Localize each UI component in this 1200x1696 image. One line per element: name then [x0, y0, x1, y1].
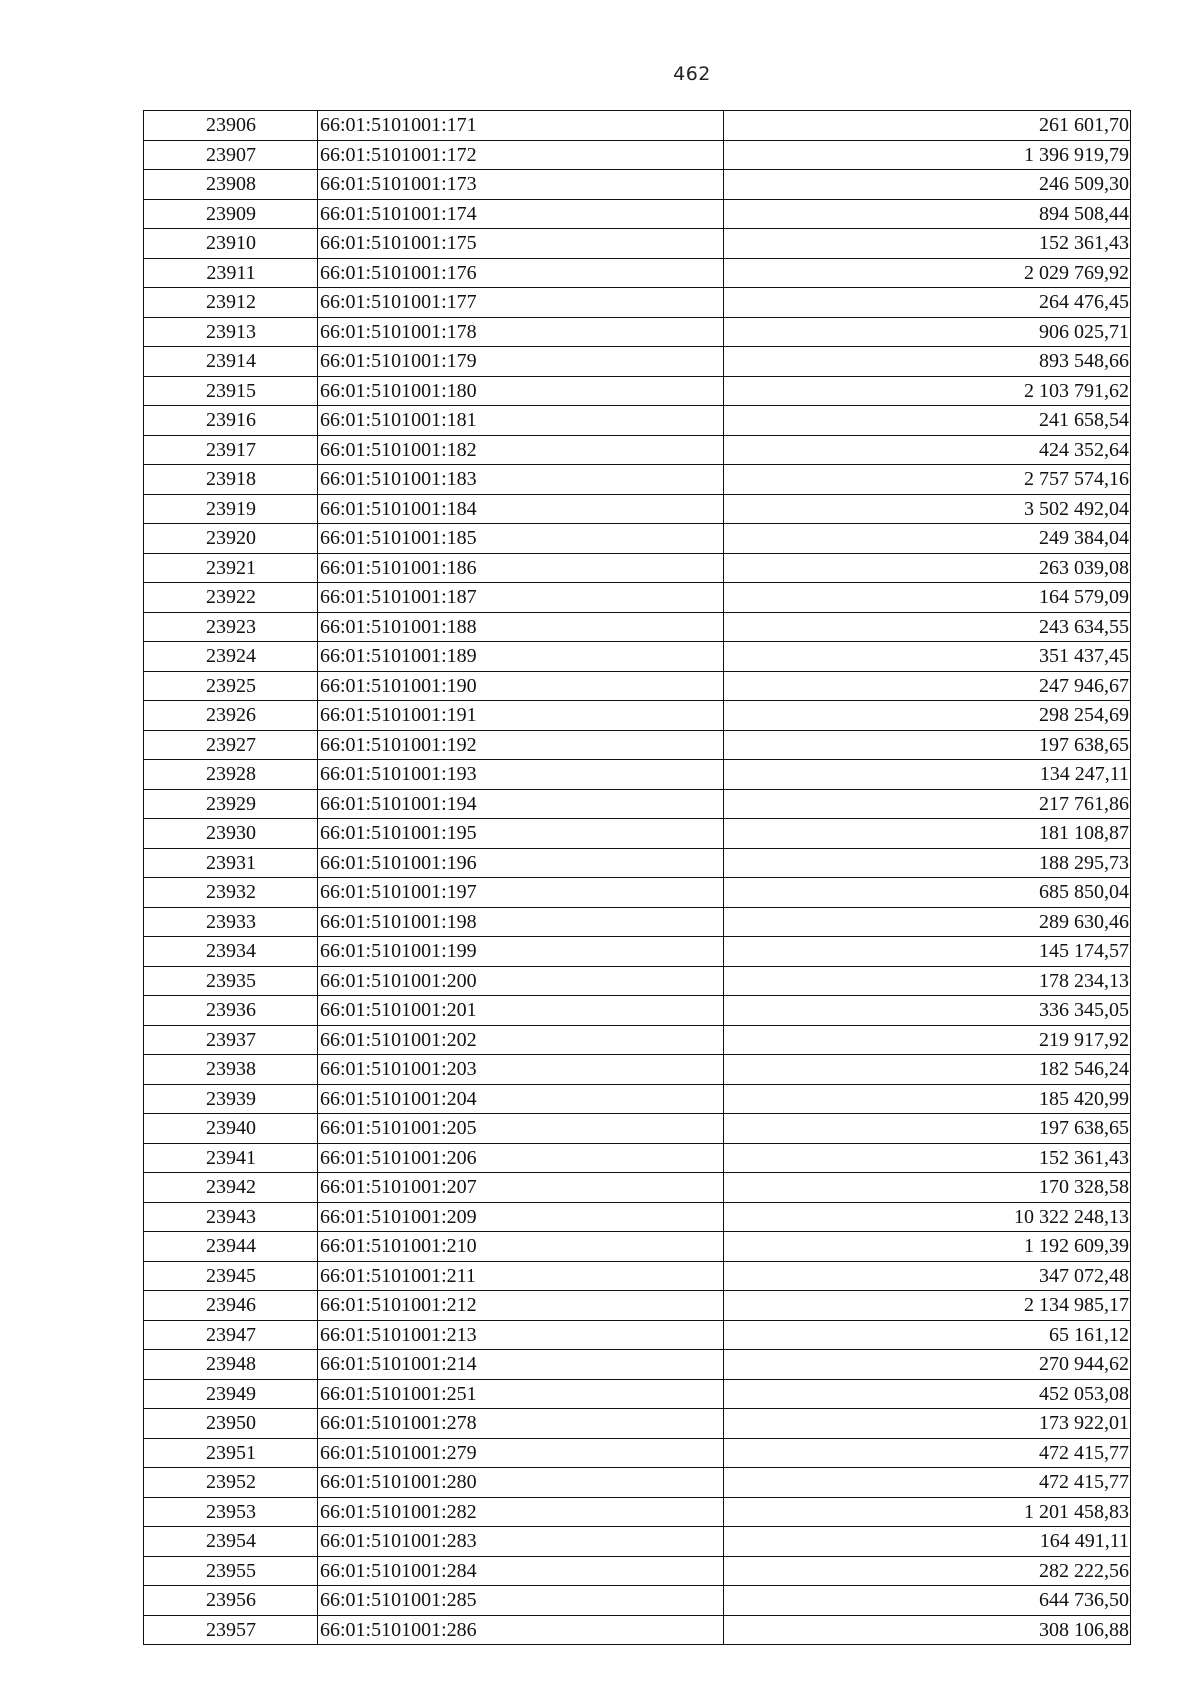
table-row [144, 347, 1131, 377]
table-row [144, 642, 1131, 672]
cadastral-value-cell: 264 476,45 [724, 288, 1131, 318]
cadastral-value-cell: 1 192 609,39 [724, 1232, 1131, 1262]
cadastral-value-cell: 2 134 985,17 [724, 1291, 1131, 1321]
cadastral-value-cell: 308 106,88 [724, 1615, 1131, 1645]
row-number-cell: 23923 [144, 612, 318, 642]
cadastral-number-cell: 66:01:5101001:211 [318, 1261, 724, 1291]
cadastral-value-cell: 173 922,01 [724, 1409, 1131, 1439]
table-row [144, 583, 1131, 613]
table-row [144, 789, 1131, 819]
row-number-cell: 23948 [144, 1350, 318, 1380]
table-row [144, 1468, 1131, 1498]
cadastral-value-cell: 188 295,73 [724, 848, 1131, 878]
cadastral-value-cell: 185 420,99 [724, 1084, 1131, 1114]
cadastral-value-cell: 217 761,86 [724, 789, 1131, 819]
cadastral-number-cell: 66:01:5101001:189 [318, 642, 724, 672]
cadastral-number-cell: 66:01:5101001:178 [318, 317, 724, 347]
cadastral-number-cell: 66:01:5101001:181 [318, 406, 724, 436]
row-number-cell: 23930 [144, 819, 318, 849]
cadastral-value-cell: 298 254,69 [724, 701, 1131, 731]
cadastral-number-cell: 66:01:5101001:176 [318, 258, 724, 288]
row-number-cell: 23915 [144, 376, 318, 406]
row-number-cell: 23949 [144, 1379, 318, 1409]
table-row [144, 553, 1131, 583]
cadastral-value-cell: 2 103 791,62 [724, 376, 1131, 406]
table-row [144, 258, 1131, 288]
table-row [144, 671, 1131, 701]
cadastral-value-cell: 247 946,67 [724, 671, 1131, 701]
cadastral-value-cell: 152 361,43 [724, 229, 1131, 259]
row-number-cell: 23912 [144, 288, 318, 318]
cadastral-number-cell: 66:01:5101001:204 [318, 1084, 724, 1114]
cadastral-value-cell: 894 508,44 [724, 199, 1131, 229]
row-number-cell: 23955 [144, 1556, 318, 1586]
table-row [144, 465, 1131, 495]
cadastral-number-cell: 66:01:5101001:187 [318, 583, 724, 613]
table-row [144, 288, 1131, 318]
table-row [144, 937, 1131, 967]
cadastral-value-cell: 472 415,77 [724, 1438, 1131, 1468]
cadastral-number-cell: 66:01:5101001:286 [318, 1615, 724, 1645]
cadastral-value-cell: 685 850,04 [724, 878, 1131, 908]
cadastral-value-cell: 424 352,64 [724, 435, 1131, 465]
cadastral-number-cell: 66:01:5101001:207 [318, 1173, 724, 1203]
row-number-cell: 23917 [144, 435, 318, 465]
table-row [144, 229, 1131, 259]
row-number-cell: 23956 [144, 1586, 318, 1616]
row-number-cell: 23922 [144, 583, 318, 613]
row-number-cell: 23920 [144, 524, 318, 554]
row-number-cell: 23945 [144, 1261, 318, 1291]
row-number-cell: 23928 [144, 760, 318, 790]
cadastral-number-cell: 66:01:5101001:206 [318, 1143, 724, 1173]
cadastral-number-cell: 66:01:5101001:210 [318, 1232, 724, 1262]
cadastral-number-cell: 66:01:5101001:172 [318, 140, 724, 170]
table-row [144, 1114, 1131, 1144]
cadastral-number-cell: 66:01:5101001:201 [318, 996, 724, 1026]
row-number-cell: 23933 [144, 907, 318, 937]
table-row [144, 701, 1131, 731]
cadastral-number-cell: 66:01:5101001:285 [318, 1586, 724, 1616]
cadastral-number-cell: 66:01:5101001:198 [318, 907, 724, 937]
cadastral-number-cell: 66:01:5101001:284 [318, 1556, 724, 1586]
row-number-cell: 23942 [144, 1173, 318, 1203]
table-row [144, 1291, 1131, 1321]
row-number-cell: 23907 [144, 140, 318, 170]
cadastral-value-cell: 282 222,56 [724, 1556, 1131, 1586]
table-row [144, 1143, 1131, 1173]
cadastral-value-table [143, 110, 1131, 1645]
row-number-cell: 23951 [144, 1438, 318, 1468]
row-number-cell: 23916 [144, 406, 318, 436]
cadastral-number-cell: 66:01:5101001:199 [318, 937, 724, 967]
row-number-cell: 23929 [144, 789, 318, 819]
cadastral-value-cell: 219 917,92 [724, 1025, 1131, 1055]
row-number-cell: 23926 [144, 701, 318, 731]
cadastral-number-cell: 66:01:5101001:182 [318, 435, 724, 465]
cadastral-number-cell: 66:01:5101001:280 [318, 1468, 724, 1498]
cadastral-number-cell: 66:01:5101001:278 [318, 1409, 724, 1439]
row-number-cell: 23941 [144, 1143, 318, 1173]
cadastral-value-cell: 906 025,71 [724, 317, 1131, 347]
cadastral-value-cell: 1 396 919,79 [724, 140, 1131, 170]
cadastral-number-cell: 66:01:5101001:190 [318, 671, 724, 701]
row-number-cell: 23908 [144, 170, 318, 200]
table-row [144, 819, 1131, 849]
row-number-cell: 23952 [144, 1468, 318, 1498]
cadastral-number-cell: 66:01:5101001:184 [318, 494, 724, 524]
row-number-cell: 23924 [144, 642, 318, 672]
cadastral-number-cell: 66:01:5101001:279 [318, 1438, 724, 1468]
table-row [144, 1084, 1131, 1114]
table-row [144, 1232, 1131, 1262]
cadastral-value-cell: 10 322 248,13 [724, 1202, 1131, 1232]
cadastral-number-cell: 66:01:5101001:200 [318, 966, 724, 996]
cadastral-value-cell: 164 491,11 [724, 1527, 1131, 1557]
cadastral-number-cell: 66:01:5101001:192 [318, 730, 724, 760]
table-row [144, 1350, 1131, 1380]
table-row [144, 1438, 1131, 1468]
table-row [144, 1202, 1131, 1232]
page-number: 462 [673, 63, 711, 85]
cadastral-number-cell: 66:01:5101001:212 [318, 1291, 724, 1321]
table-row [144, 878, 1131, 908]
cadastral-value-cell: 65 161,12 [724, 1320, 1131, 1350]
row-number-cell: 23953 [144, 1497, 318, 1527]
cadastral-value-cell: 2 757 574,16 [724, 465, 1131, 495]
cadastral-value-cell: 336 345,05 [724, 996, 1131, 1026]
cadastral-number-cell: 66:01:5101001:188 [318, 612, 724, 642]
cadastral-number-cell: 66:01:5101001:197 [318, 878, 724, 908]
row-number-cell: 23946 [144, 1291, 318, 1321]
cadastral-number-cell: 66:01:5101001:282 [318, 1497, 724, 1527]
cadastral-value-cell: 472 415,77 [724, 1468, 1131, 1498]
cadastral-value-cell: 347 072,48 [724, 1261, 1131, 1291]
cadastral-value-cell: 181 108,87 [724, 819, 1131, 849]
cadastral-value-cell: 246 509,30 [724, 170, 1131, 200]
table-row [144, 199, 1131, 229]
row-number-cell: 23919 [144, 494, 318, 524]
cadastral-number-cell: 66:01:5101001:179 [318, 347, 724, 377]
row-number-cell: 23925 [144, 671, 318, 701]
table-row [144, 140, 1131, 170]
table-row [144, 1379, 1131, 1409]
cadastral-number-cell: 66:01:5101001:209 [318, 1202, 724, 1232]
table-row [144, 317, 1131, 347]
row-number-cell: 23944 [144, 1232, 318, 1262]
cadastral-value-cell: 893 548,66 [724, 347, 1131, 377]
row-number-cell: 23940 [144, 1114, 318, 1144]
table-row [144, 1615, 1131, 1645]
table-row [144, 907, 1131, 937]
cadastral-value-cell: 241 658,54 [724, 406, 1131, 436]
cadastral-value-cell: 2 029 769,92 [724, 258, 1131, 288]
cadastral-value-cell: 249 384,04 [724, 524, 1131, 554]
cadastral-number-cell: 66:01:5101001:186 [318, 553, 724, 583]
table-row [144, 996, 1131, 1026]
row-number-cell: 23911 [144, 258, 318, 288]
table-row [144, 1409, 1131, 1439]
cadastral-value-cell: 644 736,50 [724, 1586, 1131, 1616]
cadastral-number-cell: 66:01:5101001:251 [318, 1379, 724, 1409]
row-number-cell: 23947 [144, 1320, 318, 1350]
row-number-cell: 23931 [144, 848, 318, 878]
cadastral-value-cell: 197 638,65 [724, 1114, 1131, 1144]
row-number-cell: 23918 [144, 465, 318, 495]
table-row [144, 1025, 1131, 1055]
cadastral-value-cell: 261 601,70 [724, 111, 1131, 141]
table-row [144, 1586, 1131, 1616]
cadastral-number-cell: 66:01:5101001:196 [318, 848, 724, 878]
table-row [144, 111, 1131, 141]
cadastral-value-cell: 152 361,43 [724, 1143, 1131, 1173]
cadastral-value-cell: 452 053,08 [724, 1379, 1131, 1409]
table-row [144, 376, 1131, 406]
cadastral-number-cell: 66:01:5101001:191 [318, 701, 724, 731]
cadastral-number-cell: 66:01:5101001:213 [318, 1320, 724, 1350]
row-number-cell: 23954 [144, 1527, 318, 1557]
cadastral-value-cell: 178 234,13 [724, 966, 1131, 996]
cadastral-value-cell: 243 634,55 [724, 612, 1131, 642]
row-number-cell: 23936 [144, 996, 318, 1026]
table-row [144, 1497, 1131, 1527]
cadastral-value-cell: 289 630,46 [724, 907, 1131, 937]
row-number-cell: 23939 [144, 1084, 318, 1114]
cadastral-value-cell: 182 546,24 [724, 1055, 1131, 1085]
table-row [144, 1055, 1131, 1085]
cadastral-value-cell: 270 944,62 [724, 1350, 1131, 1380]
table-row [144, 1556, 1131, 1586]
cadastral-value-cell: 351 437,45 [724, 642, 1131, 672]
row-number-cell: 23943 [144, 1202, 318, 1232]
cadastral-number-cell: 66:01:5101001:283 [318, 1527, 724, 1557]
cadastral-value-cell: 134 247,11 [724, 760, 1131, 790]
cadastral-value-cell: 170 328,58 [724, 1173, 1131, 1203]
cadastral-value-cell: 1 201 458,83 [724, 1497, 1131, 1527]
row-number-cell: 23938 [144, 1055, 318, 1085]
table-row [144, 435, 1131, 465]
row-number-cell: 23957 [144, 1615, 318, 1645]
cadastral-value-cell: 3 502 492,04 [724, 494, 1131, 524]
cadastral-number-cell: 66:01:5101001:202 [318, 1025, 724, 1055]
row-number-cell: 23932 [144, 878, 318, 908]
row-number-cell: 23909 [144, 199, 318, 229]
row-number-cell: 23910 [144, 229, 318, 259]
cadastral-value-cell: 197 638,65 [724, 730, 1131, 760]
table-body [144, 111, 1131, 1645]
cadastral-number-cell: 66:01:5101001:171 [318, 111, 724, 141]
table-row [144, 524, 1131, 554]
row-number-cell: 23950 [144, 1409, 318, 1439]
table-row [144, 1261, 1131, 1291]
row-number-cell: 23937 [144, 1025, 318, 1055]
cadastral-number-cell: 66:01:5101001:185 [318, 524, 724, 554]
table-row [144, 760, 1131, 790]
cadastral-number-cell: 66:01:5101001:214 [318, 1350, 724, 1380]
row-number-cell: 23934 [144, 937, 318, 967]
row-number-cell: 23914 [144, 347, 318, 377]
cadastral-value-cell: 145 174,57 [724, 937, 1131, 967]
cadastral-number-cell: 66:01:5101001:205 [318, 1114, 724, 1144]
cadastral-value-cell: 263 039,08 [724, 553, 1131, 583]
table-row [144, 494, 1131, 524]
row-number-cell: 23913 [144, 317, 318, 347]
cadastral-number-cell: 66:01:5101001:193 [318, 760, 724, 790]
cadastral-number-cell: 66:01:5101001:195 [318, 819, 724, 849]
cadastral-number-cell: 66:01:5101001:173 [318, 170, 724, 200]
cadastral-number-cell: 66:01:5101001:174 [318, 199, 724, 229]
table-row [144, 612, 1131, 642]
row-number-cell: 23927 [144, 730, 318, 760]
cadastral-number-cell: 66:01:5101001:175 [318, 229, 724, 259]
table-row [144, 170, 1131, 200]
cadastral-number-cell: 66:01:5101001:180 [318, 376, 724, 406]
cadastral-number-cell: 66:01:5101001:203 [318, 1055, 724, 1085]
row-number-cell: 23935 [144, 966, 318, 996]
table-row [144, 1320, 1131, 1350]
table-row [144, 966, 1131, 996]
table-row [144, 1173, 1131, 1203]
cadastral-number-cell: 66:01:5101001:194 [318, 789, 724, 819]
table-row [144, 406, 1131, 436]
table-row [144, 848, 1131, 878]
cadastral-number-cell: 66:01:5101001:183 [318, 465, 724, 495]
cadastral-number-cell: 66:01:5101001:177 [318, 288, 724, 318]
table-row [144, 1527, 1131, 1557]
table-row [144, 730, 1131, 760]
row-number-cell: 23921 [144, 553, 318, 583]
cadastral-value-cell: 164 579,09 [724, 583, 1131, 613]
row-number-cell: 23906 [144, 111, 318, 141]
